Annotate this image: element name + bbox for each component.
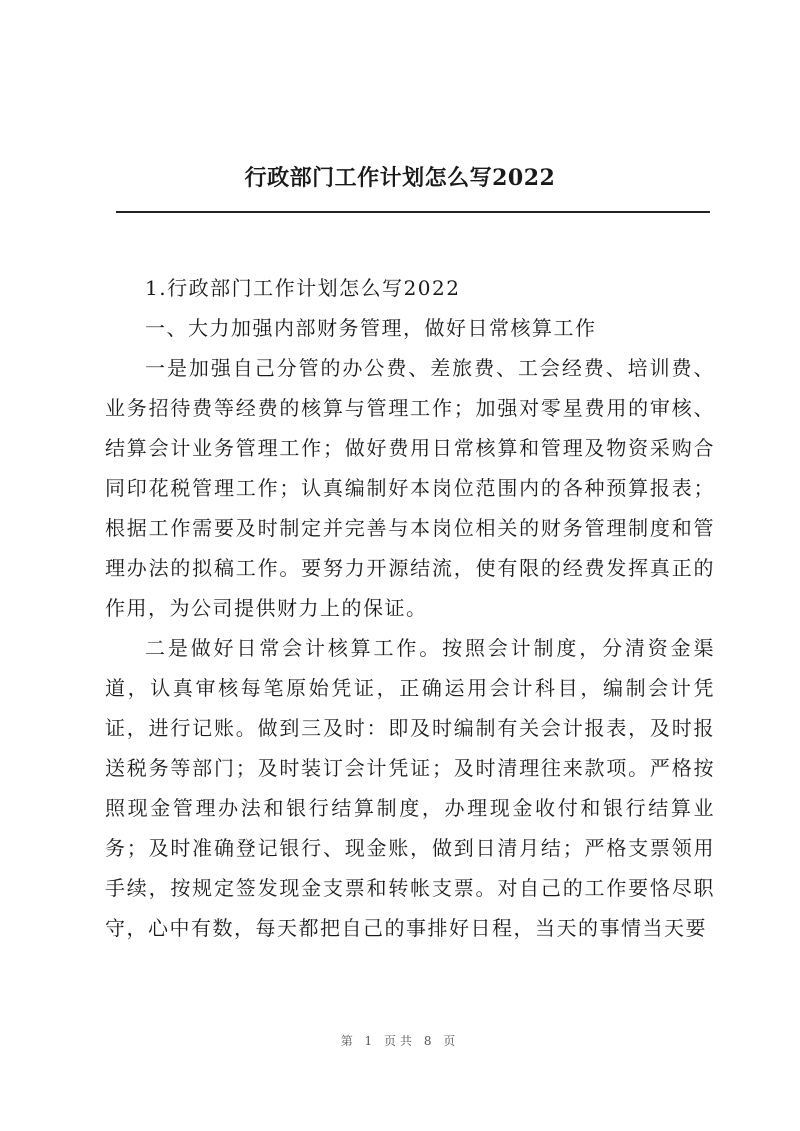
title-underline: [116, 211, 710, 213]
section-heading: 一、大力加强内部财务管理，做好日常核算工作: [145, 316, 597, 340]
page-footer: 第 1 页共 8 页: [340, 1034, 460, 1048]
body-paragraph: 二是做好日常会计核算工作。按照会计制度，分清资金渠道，认真审核每笔原始凭证，正确运用会计科目，编制会计凭证，进行记账。做到三及时：即及时编制有关会计报表，及时报送税务等部门；及时装订会计凭证；及时清理往来款项。严格按照现金管理办法和银行结算制度，办理现金收付和银行结算业务；及时准确登记银行、现金账，做到日清月结；严格支票领用手续，按规定签发现金支票和转帐支票。对自己的工作要恪尽职守，心中有数，每天都把自己的事排好日程，当天的事情当天要: [105, 636, 715, 940]
body-paragraph: 一是加强自己分管的办公费、差旅费、工会经费、培训费、业务招待费等经费的核算与管理工作；加强对零星费用的审核、结算会计业务管理工作；做好费用日常核算和管理及物资采购合同印花税管理工作；认真编制好本岗位范围内的各种预算报表；根据工作需要及时制定并完善与本岗位相关的财务管理制度和管理办法的拟稿工作。要努力开源结流，使有限的经费发挥真正的作用，为公司提供财力上的保证。: [105, 356, 715, 620]
section-heading-numbered: 1.行政部门工作计划怎么写2022: [145, 276, 461, 300]
document-title: 行政部门工作计划怎么写2022: [244, 165, 556, 191]
document-body: [105, 268, 715, 948]
